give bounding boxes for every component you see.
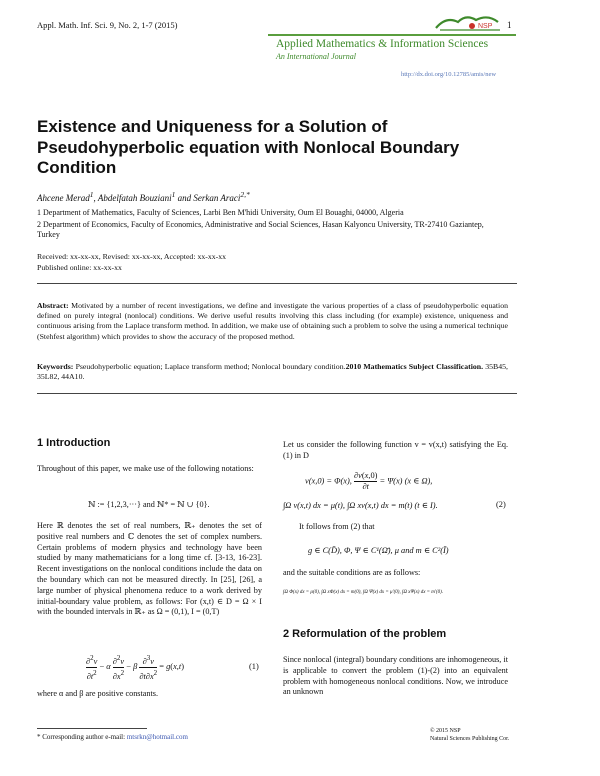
- corresponding-author: * Corresponding author e-mail: mtsrkn@hotmail.com: [37, 733, 188, 741]
- equation-4: ∫Ω Φ(x) dx = μ(0), ∫Ω xΦ(x) dx = m(0), ∫Ω Ψ(x) dx = μ′(0), ∫Ω xΨ(x) dx = m′(0).: [283, 590, 444, 595]
- journal-subtitle: An International Journal: [276, 52, 356, 61]
- equation-2b: ∫Ω v(x,t) dx = μ(t), ∫Ω xv(x,t) dx = m(t) (t ∈ I).: [283, 501, 438, 510]
- copyright: © 2015 NSP Natural Sciences Publishing Cor.: [430, 728, 510, 742]
- authors: Ahcene Merad$^1$, Abdelfatah Bouziani$^1$ and Serkan Araci$^{2,*}$: [37, 190, 250, 203]
- affiliation-1: 1 Department of Mathematics, Faculty of Sciences, Larbi Ben M'hidi University, Oum El Bouaghi, 04000, Algeria: [37, 208, 404, 217]
- paragraph: and the suitable conditions are as follows:: [283, 568, 421, 577]
- section-heading: 1 Introduction: [37, 437, 111, 449]
- doi-link[interactable]: http://dx.doi.org/10.12785/amis/new: [401, 71, 497, 78]
- journal-title: Applied Mathematics & Information Sciences: [276, 38, 489, 50]
- paragraph: where α and β are positive constants.: [37, 689, 158, 698]
- received-dates: Received: xx-xx-xx, Revised: xx-xx-xx, Accepted: xx-xx-xx: [37, 252, 227, 261]
- paragraph: Let us consider the following function v = v(x,t) satisfying the Eq. (1) in D: [283, 440, 508, 460]
- email-link[interactable]: mtsrkn@hotmail.com: [126, 733, 188, 741]
- header-rule: [268, 34, 516, 36]
- page-number: 1: [507, 20, 512, 30]
- equation-tag: (2): [496, 500, 506, 509]
- section-heading: 2 Reformulation of the problem: [283, 628, 447, 640]
- published-date: Published online: xx-xx-xx: [37, 263, 122, 272]
- nsp-logo: [432, 12, 508, 34]
- paragraph: Here ℝ denotes the set of real numbers, ℝ₊ denotes the set of positive real numbers and ℂ denotes the set of complex numbers. Certain problems of modern physics and technology have been studied by many mathematicians for a long time cf. [3-13, 16-23]. Recent investigations on the nonlocal conditions include the data on the boundary which can not be measured directly. In [25], [26], a large number of physical phenomena reduce to a work derived by initial-boundary value problem, as follows: For (x,t) ∈ D = Ω × I with the bounded intervals in ℝ₊ as Ω = (0,1), I = (0,T): [37, 521, 262, 617]
- logo-text: NSP: [478, 23, 493, 30]
- paragraph: Throughout of this paper, we make use of the following notations:: [37, 464, 254, 473]
- footnote-rule: [37, 728, 147, 729]
- equation-2a: v(x,0) = Φ(x), $\frac{\partial v(x,0)}{\partial t}$ = Ψ(x) (x ∈ Ω),: [305, 471, 433, 491]
- keywords: Keywords: Pseudohyperbolic equation; Laplace transform method; Nonlocal boundary condition.2010 Mathematics Subject Classification. 35B45, 35L82, 44A10.: [37, 362, 508, 382]
- equation-1: $\frac{\partial^2v}{\partial t^2}$ − α $\frac{\partial^2v}{\partial x^2}$ − β $\frac{\partial^3v}{\partial t\partial x^2}$ = g(x,t): [86, 654, 184, 681]
- divider: [37, 393, 517, 394]
- paper-title: Existence and Uniqueness for a Solution of Pseudohyperbolic equation with Nonlocal Boundary Condition: [37, 117, 460, 177]
- citation: Appl. Math. Inf. Sci. 9, No. 2, 1-7 (2015): [37, 20, 178, 30]
- paragraph: It follows from (2) that: [299, 522, 375, 531]
- equation-tag: (1): [249, 662, 259, 671]
- divider: [37, 283, 517, 284]
- paragraph: Since nonlocal (integral) boundary conditions are inhomogeneous, it is applicable to convert the problem (1)-(2) into an equivalent problem with homogeneous nonlocal conditions. Now, we introduce an unknown: [283, 655, 508, 697]
- abstract: Abstract: Motivated by a number of recent investigations, we define and investigate the various properties of a class of pseudohyperbolic equation defined on purely integral (nonlocal) conditions. We derive useful results involving this class including (for example) existence, uniqueness and continuous arising from the Laplace transform method. In addition, we make use of obtaining such a problem to solve the using a numerical technique (Stehfest algorithm) which provides to show the accuracy of the proposed method.: [37, 301, 508, 341]
- equation-3: g ∈ C(D̄), Φ, Ψ ∈ C¹(Ω̄), μ and m ∈ C²(Ī): [308, 546, 449, 555]
- affiliation-2: 2 Department of Economics, Faculty of Economics, Administrative and Social Sciences, Hasan Kalyoncu University, TR-27410 Gaziantep, Turkey: [37, 220, 484, 239]
- notation-equation: ℕ := {1,2,3,···} and ℕ* = ℕ ∪ {0}.: [88, 500, 210, 509]
